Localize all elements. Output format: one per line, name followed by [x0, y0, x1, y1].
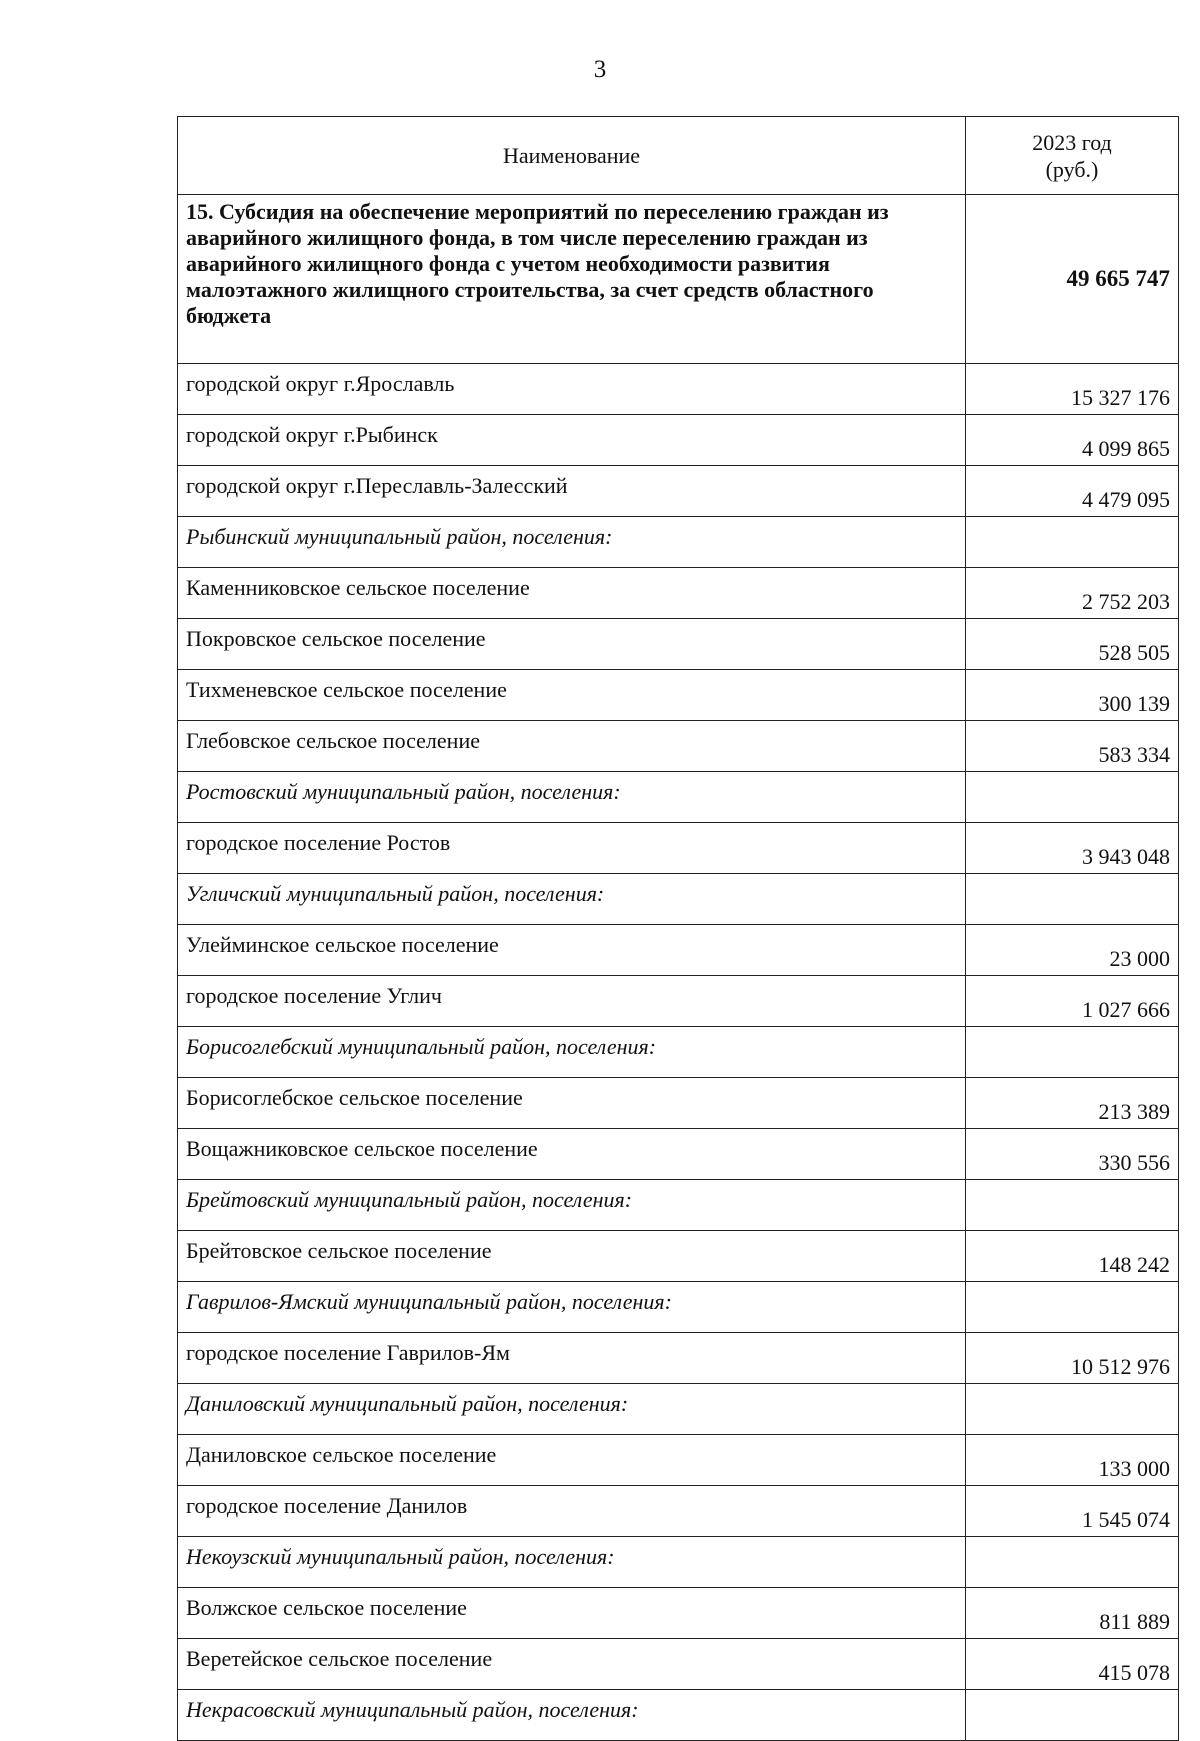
header-year-label: 2023 год [1032, 129, 1112, 155]
row-name: Улейминское сельское поселение [178, 925, 966, 976]
row-name: Веретейское сельское поселение [178, 1639, 966, 1690]
row-value [966, 1027, 1179, 1078]
row-value [966, 517, 1179, 568]
row-name: городское поселение Гаврилов-Ям [178, 1333, 966, 1384]
row-value: 2 752 203 [966, 568, 1179, 619]
row-name: Глебовское сельское поселение [178, 721, 966, 772]
row-name: городской округ г.Переславль-Залесский [178, 466, 966, 517]
row-value: 213 389 [966, 1078, 1179, 1129]
row-name: Гаврилов-Ямский муниципальный район, поселения: [178, 1282, 966, 1333]
row-name: Рыбинский муниципальный район, поселения: [178, 517, 966, 568]
table-row [178, 976, 1179, 1027]
row-name: Даниловский муниципальный район, поселения: [178, 1384, 966, 1435]
row-value [966, 1180, 1179, 1231]
row-value [966, 1690, 1179, 1741]
row-name: Покровское сельское поселение [178, 619, 966, 670]
page-number: 3 [593, 56, 607, 83]
district-row [178, 517, 1179, 568]
row-value: 1 027 666 [966, 976, 1179, 1027]
row-name: городское поселение Ростов [178, 823, 966, 874]
table-row [178, 466, 1179, 517]
row-value: 300 139 [966, 670, 1179, 721]
row-value: 3 943 048 [966, 823, 1179, 874]
district-row [178, 1027, 1179, 1078]
row-name: Тихменевское сельское поселение [178, 670, 966, 721]
district-row [178, 1180, 1179, 1231]
row-name: Волжское сельское поселение [178, 1588, 966, 1639]
row-name: Некоузский муниципальный район, поселения: [178, 1537, 966, 1588]
row-name: городское поселение Углич [178, 976, 966, 1027]
table-row [178, 1435, 1179, 1486]
row-value: 4 479 095 [966, 466, 1179, 517]
row-value: 415 078 [966, 1639, 1179, 1690]
row-name: Каменниковское сельское поселение [178, 568, 966, 619]
row-value: 15 327 176 [966, 364, 1179, 415]
table-row [178, 1129, 1179, 1180]
row-name: Некрасовский муниципальный район, поселения: [178, 1690, 966, 1741]
total-row [178, 195, 1179, 364]
total-value: 49 665 747 [966, 195, 1179, 364]
table-row [178, 568, 1179, 619]
row-name: Вощажниковское сельское поселение [178, 1129, 966, 1180]
row-name: Брейтовский муниципальный район, поселения: [178, 1180, 966, 1231]
table-row [178, 670, 1179, 721]
table-row [178, 1333, 1179, 1384]
district-row [178, 772, 1179, 823]
district-row [178, 1384, 1179, 1435]
table-row [178, 1639, 1179, 1690]
row-value: 133 000 [966, 1435, 1179, 1486]
header-year [966, 117, 1179, 195]
row-value: 23 000 [966, 925, 1179, 976]
row-value [966, 1282, 1179, 1333]
row-name: городской округ г.Ярославль [178, 364, 966, 415]
table-row [178, 823, 1179, 874]
table-row [178, 1486, 1179, 1537]
district-row [178, 1690, 1179, 1741]
row-value: 4 099 865 [966, 415, 1179, 466]
row-value [966, 1537, 1179, 1588]
row-value: 148 242 [966, 1231, 1179, 1282]
table-row [178, 925, 1179, 976]
row-value: 1 545 074 [966, 1486, 1179, 1537]
table-row [178, 721, 1179, 772]
table-row [178, 364, 1179, 415]
row-value: 811 889 [966, 1588, 1179, 1639]
table-row [178, 415, 1179, 466]
row-name: Даниловское сельское поселение [178, 1435, 966, 1486]
row-value: 583 334 [966, 721, 1179, 772]
row-name: Борисоглебский муниципальный район, поселения: [178, 1027, 966, 1078]
row-value: 528 505 [966, 619, 1179, 670]
row-name: Угличский муниципальный район, поселения: [178, 874, 966, 925]
row-name: Борисоглебское сельское поселение [178, 1078, 966, 1129]
row-value: 10 512 976 [966, 1333, 1179, 1384]
district-row [178, 1282, 1179, 1333]
budget-table [177, 116, 1179, 1741]
table-header-row [178, 117, 1179, 195]
table-row [178, 1231, 1179, 1282]
table-row [178, 619, 1179, 670]
row-value [966, 874, 1179, 925]
table-row [178, 1078, 1179, 1129]
district-row [178, 1537, 1179, 1588]
row-name: городской округ г.Рыбинск [178, 415, 966, 466]
header-name: Наименование [178, 117, 966, 195]
row-name: Ростовский муниципальный район, поселения: [178, 772, 966, 823]
table-row [178, 1588, 1179, 1639]
row-value [966, 772, 1179, 823]
row-name: городское поселение Данилов [178, 1486, 966, 1537]
district-row [178, 874, 1179, 925]
row-value: 330 556 [966, 1129, 1179, 1180]
row-name: Брейтовское сельское поселение [178, 1231, 966, 1282]
header-year-unit: (руб.) [1045, 156, 1099, 182]
row-value [966, 1384, 1179, 1435]
total-name: 15. Субсидия на обеспечение мероприятий по переселению граждан из аварийного жилищного фонда, в том числе переселению граждан из аварийного жилищного фонда с учетом необходимости развития малоэтажного жилищного строительства, за счет средств областного бюджета [178, 195, 966, 364]
